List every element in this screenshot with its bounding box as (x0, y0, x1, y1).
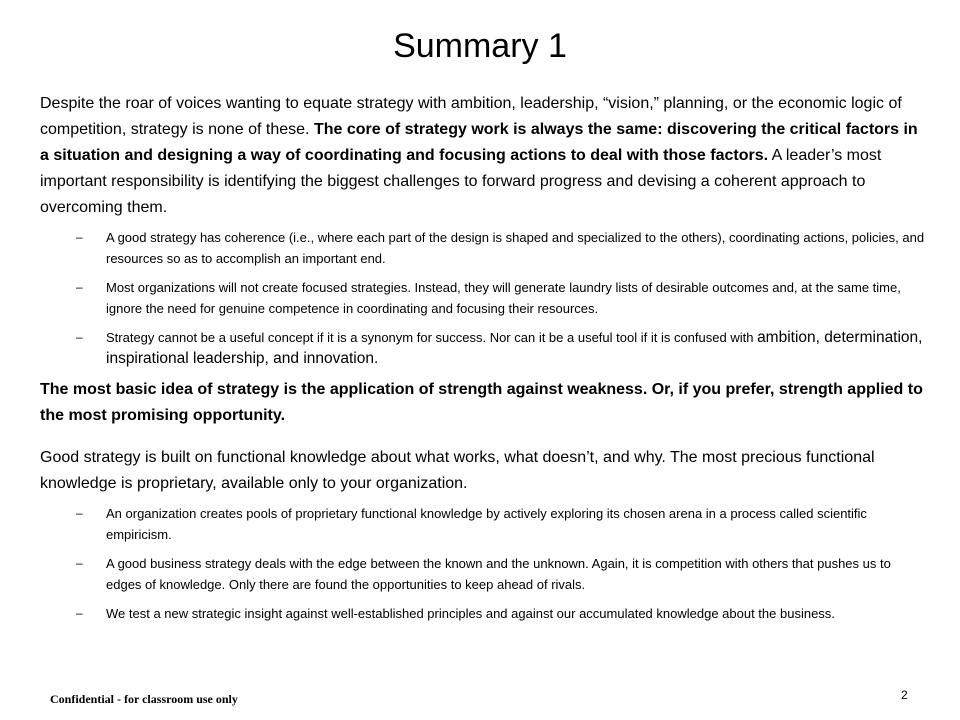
bullet-text: A good strategy has coherence (i.e., where each part of the design is shaped and specialized to the others), coordinating actions, policies, and resources so as to accomplish an important end. (106, 230, 925, 266)
intro-tail-text: A leader’s most important responsibility is identifying the biggest challenges to forward progress and devising a coherent approach to overcoming them. (40, 147, 882, 216)
list-item (40, 503, 925, 545)
intro-bold-text: The core of strategy work is always the same: discovering the critical factors in a situation and designing a way of coordinating and focusing actions to deal with those factors. (40, 121, 918, 164)
intro-paragraph (40, 91, 925, 221)
bullet-text: An organization creates pools of proprietary functional knowledge by actively exploring its chosen arena in a process called scientific empiricism. (106, 506, 867, 542)
bullet-text: A good business strategy deals with the edge between the known and the unknown. Again, it is competition with others that pushes us to edges of knowledge. Only there are found the opportunities to keep ahead of rivals. (106, 556, 891, 592)
list-item (40, 603, 925, 624)
confidential-footer: Confidential - for classroom use only (50, 692, 238, 706)
bullet-text-large: ambition, determination, inspirational leadership, and innovation. (106, 329, 923, 367)
dash-bullet: – (76, 330, 83, 344)
bullet-list-1 (40, 227, 925, 369)
knowledge-paragraph: Good strategy is built on functional knowledge about what works, what doesn’t, and why. The most precious functional knowledge is proprietary, available only to your organization. (40, 449, 875, 492)
dash-bullet: – (76, 556, 83, 570)
dash-bullet: – (76, 230, 83, 244)
dash-bullet: – (76, 280, 83, 294)
dash-bullet: – (76, 506, 83, 520)
bullet-text: Most organizations will not create focused strategies. Instead, they will generate laundry lists of desirable outcomes and, at the same time, ignore the need for genuine competence in coordinating and focusing their resources. (106, 280, 901, 316)
list-item (40, 553, 925, 595)
intro-lead-text: Despite the roar of voices wanting to equate strategy with ambition, leadership, “vision,” planning, or the economic logic of competition, strategy is none of these. (40, 95, 902, 138)
strength-paragraph (40, 377, 925, 429)
slide-title: Summary 1 (393, 27, 567, 65)
list-item (40, 327, 925, 369)
list-item (40, 277, 925, 319)
list-item (40, 227, 925, 269)
slide-body (40, 91, 925, 632)
dash-bullet: – (76, 606, 83, 620)
page-number: 2 (901, 688, 908, 702)
strength-bold-text: The most basic idea of strategy is the application of strength against weakness. Or, if you prefer, strength applied to the most promising opportunity. (40, 381, 923, 424)
bullet-text: Strategy cannot be a useful concept if it is a synonym for success. Nor can it be a useful tool if it is confused with (106, 330, 758, 345)
bullet-text: We test a new strategic insight against well-established principles and against our accumulated knowledge about the business. (106, 606, 835, 621)
bullet-list-2 (40, 503, 925, 624)
